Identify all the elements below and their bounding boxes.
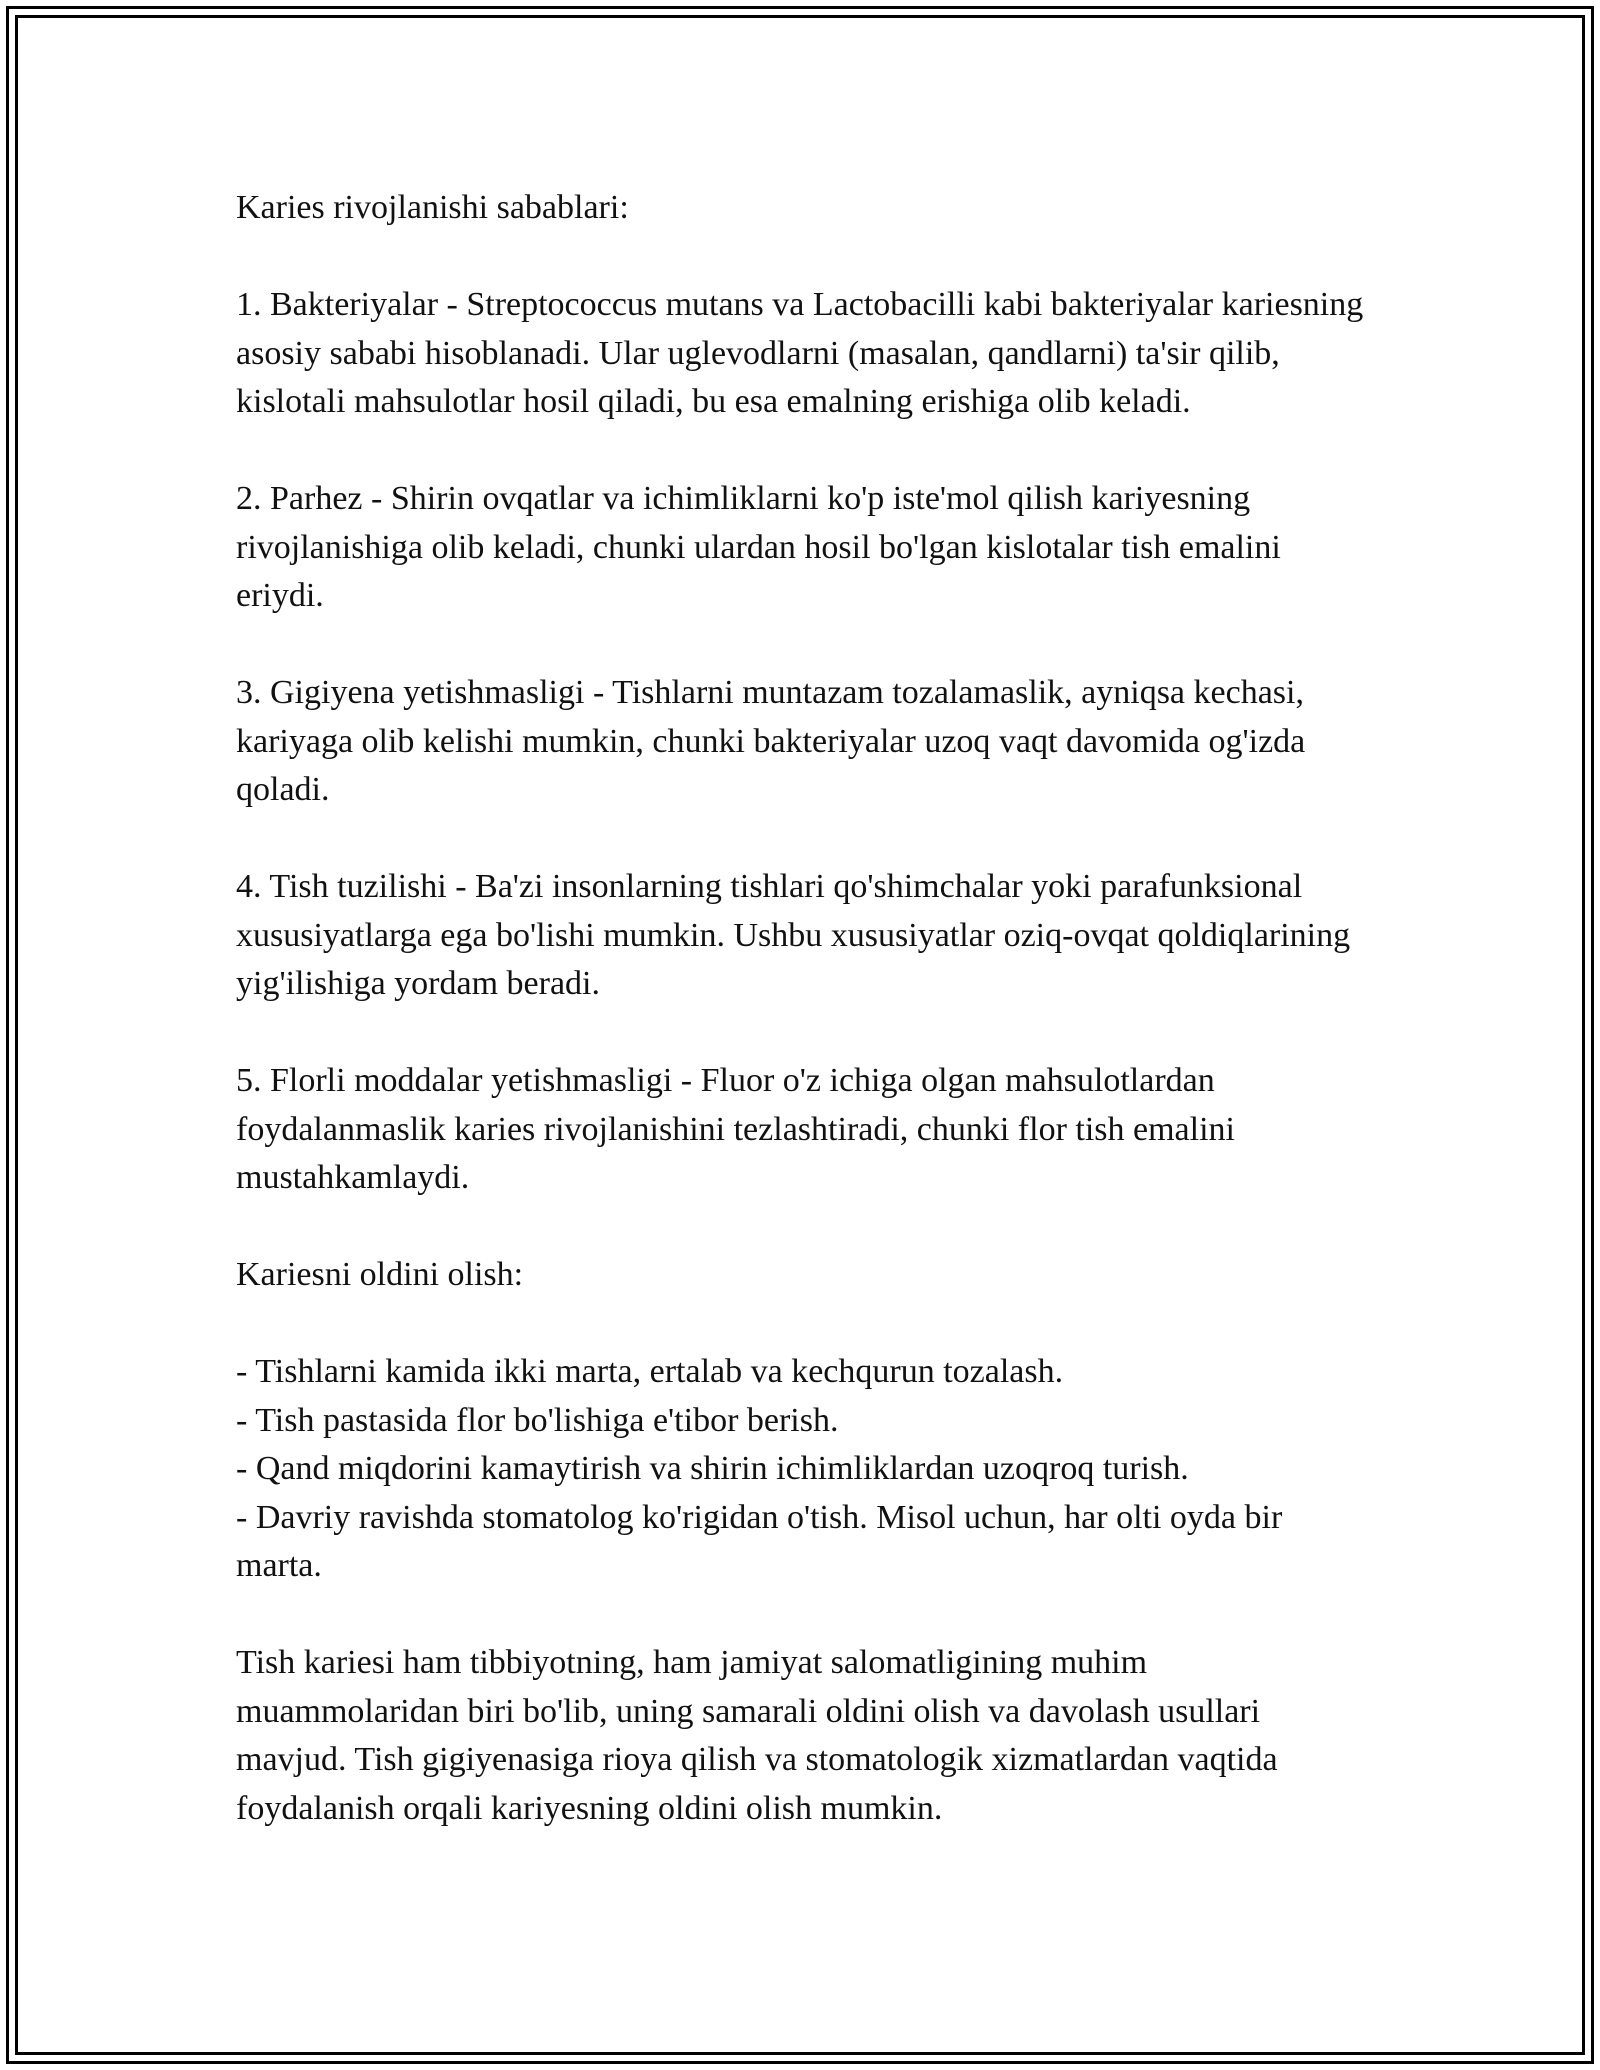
cause-item-5: 5. Florli moddalar yetishmasligi - Fluor o'z ichiga olgan mahsulotlardan foydalanmaslik karies rivojlanishini tezlashtiradi, chunki flor tish emalini mustahkamlaydi. [236, 1062, 1235, 1196]
cause-item-2: 2. Parhez - Shirin ovqatlar va ichimliklarni ko'p iste'mol qilish kariyesning rivojlanishiga olib keladi, chunki ulardan hosil bo'lgan kislotalar tish emalini eriydi. [236, 480, 1281, 614]
prevention-item-3: - Qand miqdorini kamaytirish va shirin ichimliklardan uzoqroq turish. [236, 1450, 1189, 1487]
cause-item-1: 1. Bakteriyalar - Streptococcus mutans va Lactobacilli kabi bakteriyalar kariesning asosiy sababi hisoblanadi. Ular uglevodlarni (masalan, qandlarni) ta'sir qilib, kislotali mahsulotlar hosil qiladi, bu esa emalning erishiga olib keladi. [236, 286, 1364, 420]
cause-item-3: 3. Gigiyena yetishmasligi - Tishlarni muntazam tozalamaslik, ayniqsa kechasi, kariyaga olib kelishi mumkin, chunki bakteriyalar uzoq vaqt davomida og'izda qoladi. [236, 674, 1306, 808]
prevention-heading: Kariesni oldini olish: [236, 1256, 524, 1293]
prevention-item-1: - Tishlarni kamida ikki marta, ertalab va kechqurun tozalash. [236, 1353, 1064, 1390]
cause-item-4: 4. Tish tuzilishi - Ba'zi insonlarning tishlari qo'shimchalar yoki parafunksional xususiyatlarga ega bo'lishi mumkin. Ushbu xususiyatlar oziq-ovqat qoldiqlarining yig'ilishiga yordam beradi. [236, 868, 1351, 1002]
conclusion-paragraph: Tish kariesi ham tibbiyotning, ham jamiyat salomatligining muhim muammolaridan biri bo'lib, uning samarali oldini olish va davolash usullari mavjud. Tish gigiyenasiga rioya qilish va stomatologik xizmatlardan vaqtida foydalanish orqali kariyesning oldini olish mumkin. [236, 1644, 1278, 1827]
prevention-item-2: - Tish pastasida flor bo'lishiga e'tibor berish. [236, 1401, 839, 1439]
prevention-list [236, 1348, 1376, 1591]
document-body [236, 184, 1376, 1882]
prevention-item-4: - Davriy ravishda stomatolog ko'rigidan o'tish. Misol uchun, har olti oyda bir marta. [236, 1498, 1283, 1584]
causes-heading: Karies rivojlanishi sabablari: [236, 189, 629, 226]
